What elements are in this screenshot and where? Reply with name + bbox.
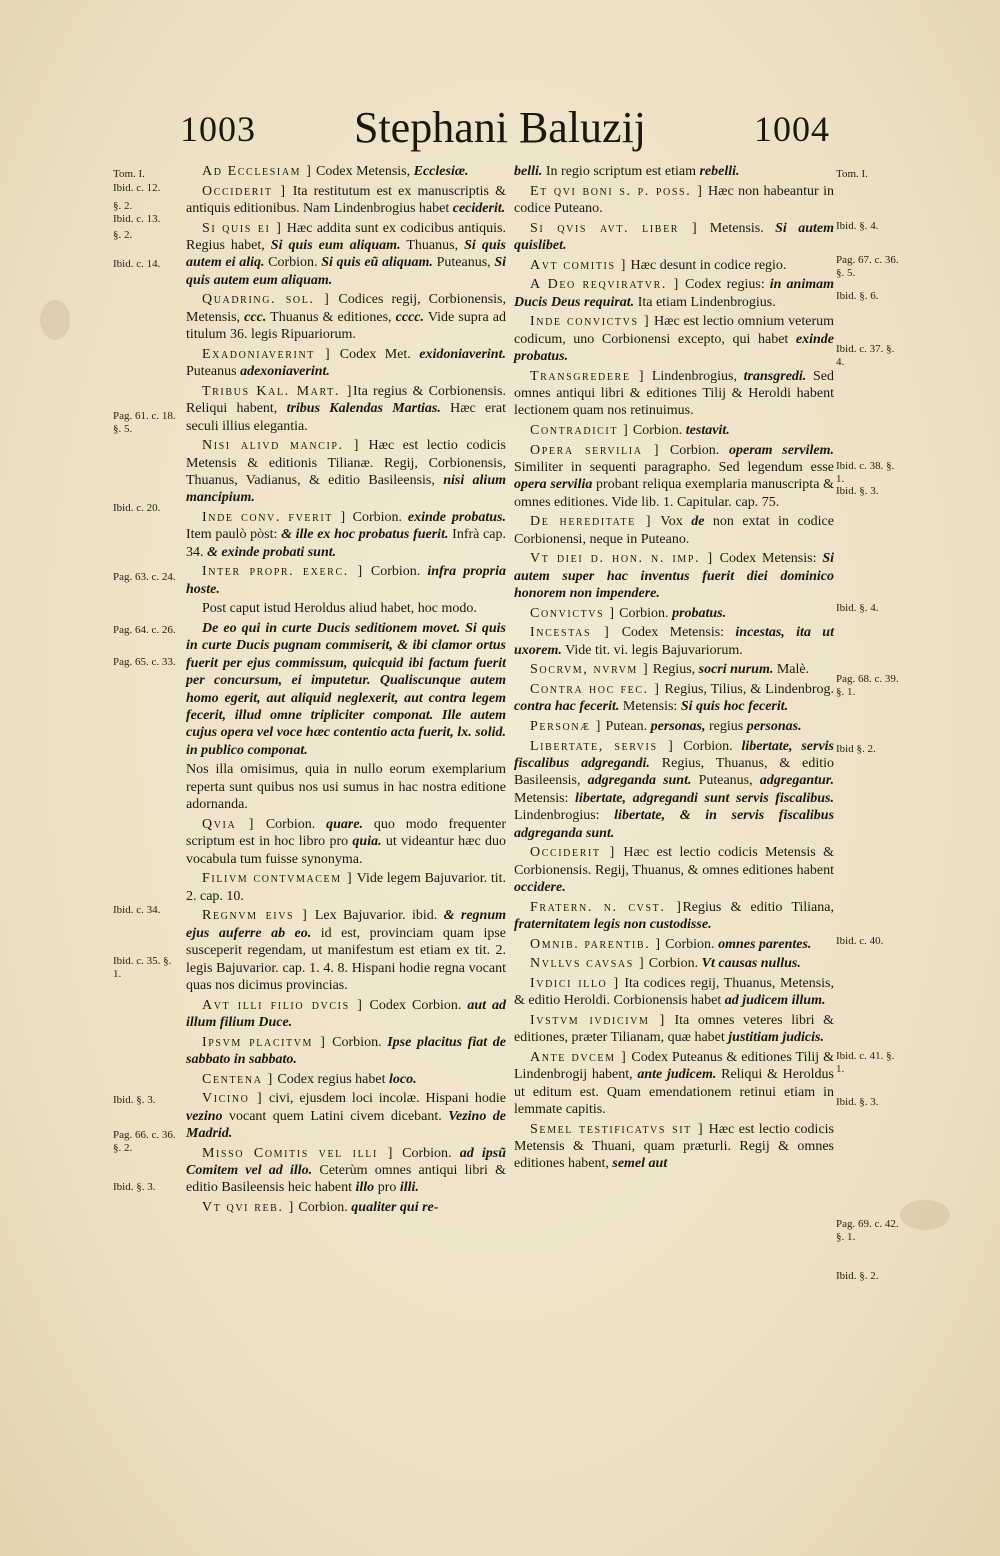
- lemma: Misso Comitis vel illi ]: [202, 1145, 394, 1161]
- italic-reading: & regnum ejus auferre ab eo.: [186, 908, 507, 941]
- margin-note: §. 2.: [113, 229, 133, 241]
- italic-reading: personas.: [746, 719, 802, 734]
- margin-note: Ibid. §. 4.: [836, 220, 879, 232]
- margin-note: §. 2.: [113, 200, 133, 212]
- italic-reading: probatus.: [672, 605, 727, 621]
- italic-reading: operam servilem.: [729, 442, 835, 458]
- margin-note: Ibid. c. 41. §. 1.: [836, 1050, 895, 1075]
- italic-reading: De eo qui in curte Ducis seditionem movet. Si quis in curte Ducis pugnam commiserit, & ibi clamor ortus fuerit per ejus commissum, quicquid ibi factum fuerit per concursum, ei imputetur. Qualiscunque autem homo egerit, aut aliquid neglexerit, aut contra legem fecerit, illud omne tripliciter componat. Ille autem cujus opera vel voce hæc contentio acta fuerit, lx. solid. in publico componat.: [186, 621, 506, 758]
- note-paragraph: [514, 313, 834, 365]
- margin-note: Pag. 64. c. 26.: [113, 624, 176, 636]
- note-paragraph: [514, 1012, 834, 1047]
- note-text: Thuanus & editiones,: [266, 309, 396, 325]
- note-text: Vox: [652, 514, 692, 530]
- lemma: Vicino ]: [202, 1091, 264, 1107]
- note-text: Hæc addita sunt ex codicibus antiquis. Regius habet,: [186, 220, 506, 253]
- note-text: Codex Metensis:: [610, 625, 736, 641]
- italic-reading: Si quis autem ei aliq.: [186, 238, 506, 271]
- running-title: Stephani Baluzij: [353, 103, 647, 152]
- margin-note: Tom. I.: [836, 168, 868, 180]
- note-paragraph: [514, 738, 834, 842]
- note-text: Corbion.: [346, 510, 408, 526]
- italic-reading: cccc.: [395, 309, 425, 325]
- note-paragraph: [514, 513, 834, 548]
- italic-reading: exidoniaverint.: [419, 346, 506, 362]
- margin-note: Ibid §. 2.: [836, 743, 876, 755]
- margin-note: Ibid. §. 3.: [113, 1094, 156, 1106]
- note-text: Nos illa omisimus, quia in nullo eorum exemplarium reperta sunt quibus nos usi sumus in hac nostra editione adornanda.: [186, 762, 506, 813]
- lemma: Occiderit ]: [202, 183, 287, 199]
- note-text: Corbion.: [660, 442, 730, 458]
- italic-reading: & ille ex hoc probatus fuerit.: [281, 527, 449, 543]
- note-paragraph: [186, 509, 506, 561]
- note-paragraph: [186, 620, 506, 759]
- lemma: Quadring. sol. ]: [202, 292, 331, 308]
- lemma: Contradicit ]: [530, 423, 630, 438]
- note-paragraph: [186, 1071, 506, 1088]
- lemma: Ad Ecclesiam ]: [202, 164, 313, 179]
- note-text: Hæc est lectio codicis Metensis & Thuani, quam præturli. Regij & omnes editiones habent,: [514, 1121, 834, 1172]
- note-paragraph: [186, 437, 506, 507]
- italic-reading: libertate, adgregandi sunt servis fiscalibus.: [575, 790, 834, 806]
- italic-reading: infra propria hoste.: [186, 564, 507, 597]
- note-text: Hæc est lectio omnium veterum codicum, uno Corbionensi excepto, qui habet: [514, 314, 834, 347]
- lemma: A Deo reqviratvr. ]: [530, 277, 680, 293]
- lemma: Centena ]: [202, 1071, 274, 1087]
- note-text: Lindenbrogius,: [645, 368, 744, 384]
- note-paragraph: [514, 1121, 834, 1173]
- italic-reading: ad ipsũ Comitem vel ad illo.: [186, 1145, 506, 1178]
- margin-note: Pag. 66. c. 36. §. 2.: [113, 1129, 176, 1154]
- note-text: Corbion.: [645, 956, 702, 972]
- italic-reading: adgreganda sunt.: [587, 773, 692, 789]
- lemma: Inde conv. fverit ]: [202, 510, 347, 526]
- note-text: Hæc erat seculi illius elegantia.: [186, 401, 506, 434]
- margin-note: Ibid. c. 20.: [113, 502, 161, 514]
- note-text: Post caput istud Heroldus aliud habet, hoc modo.: [202, 601, 477, 617]
- italic-reading: testavit.: [685, 423, 730, 438]
- italic-reading: Si quis hoc fecerit.: [680, 699, 789, 715]
- note-text: Item paulò pòst:: [186, 527, 282, 543]
- margin-note: Ibid. c. 34.: [113, 904, 161, 916]
- note-text: Codex regius:: [679, 277, 770, 293]
- note-text: pro: [374, 1180, 400, 1196]
- note-paragraph: [514, 442, 834, 512]
- lemma: Opera servilia ]: [530, 442, 661, 458]
- margin-note: Ibid. c. 35. §. 1.: [113, 955, 172, 980]
- lemma: De hereditate ]: [530, 514, 653, 530]
- note-paragraph: [186, 907, 506, 994]
- note-text: Corbion.: [661, 936, 719, 952]
- note-text: Ita etiam Lindenbrogius.: [634, 294, 776, 310]
- margin-note: Ibid. §. 3.: [836, 1096, 879, 1108]
- note-paragraph: [186, 1034, 506, 1069]
- margin-note: Ibid. c. 14.: [113, 258, 161, 270]
- margin-note: Ibid. §. 6.: [836, 290, 879, 302]
- lemma: Qvia ]: [202, 816, 255, 832]
- lemma: Tribus Kal. Mart. ]: [202, 383, 354, 399]
- note-text: Ita regius & Corbionensis. Reliqui habent,: [186, 383, 506, 417]
- paper-stain: [900, 1200, 950, 1230]
- note-paragraph: [186, 563, 506, 598]
- italic-reading: Ecclesiæ.: [413, 164, 469, 179]
- margin-note: Ibid. §. 4.: [836, 602, 879, 614]
- lemma: Avt comitis ]: [530, 257, 628, 273]
- note-text: Puteanus,: [691, 773, 760, 789]
- italic-reading: vezino: [186, 1108, 223, 1124]
- italic-reading: quare.: [326, 816, 364, 832]
- lemma: Omnib. parentib. ]: [530, 936, 662, 952]
- margin-note: Ibid. c. 37. §. 4.: [836, 343, 895, 368]
- note-text: Hæc desunt in codice regio.: [627, 257, 787, 273]
- note-text: Lindenbrogius:: [514, 808, 615, 824]
- note-paragraph: [514, 163, 834, 180]
- italic-reading: in animam Ducis Deus requirat.: [514, 277, 835, 310]
- italic-reading: Si quis eum aliquam.: [270, 238, 401, 253]
- note-text: Corbion.: [264, 255, 322, 271]
- note-paragraph: [514, 661, 834, 678]
- note-paragraph: [186, 220, 506, 290]
- note-text: Infrà cap. 34.: [186, 527, 506, 560]
- italic-reading: libertate, servis fiscalibus adgregandi.: [514, 738, 834, 771]
- note-text: Hæc est lectio codicis Metensis & Corbionensis. Regij, Thuanus, & omnes editiones habent: [514, 845, 834, 878]
- italic-reading: adgregantur.: [759, 773, 834, 789]
- italic-reading: qualiter qui re-: [351, 1199, 439, 1215]
- lemma: Socrvm, nvrvm ]: [530, 662, 650, 678]
- lemma: Convictvs ]: [530, 605, 616, 621]
- margin-note: Tom. I.: [113, 168, 145, 180]
- note-paragraph: [186, 183, 506, 218]
- italic-reading: omnes parentes.: [718, 936, 812, 952]
- note-text: Codex Met.: [331, 346, 420, 362]
- italic-reading: libertate, & in servis fiscalibus adgreganda sunt.: [514, 808, 835, 841]
- italic-reading: quia.: [352, 834, 382, 850]
- italic-reading: Ipse placitus fiat de sabbato in sabbato.: [186, 1034, 507, 1067]
- note-text: Corbion.: [255, 816, 327, 832]
- note-text: id est, provinciam quam ipse susceperit regendam, ut manifestum est etiam ex tit. 2. legis Bajuvarior. cap. 1. 4. 8. Hispani hodie regna vocant quas nos dicimus provincias.: [186, 925, 507, 993]
- note-text: Vide legem Bajuvarior. tit. 2. cap. 10.: [186, 871, 506, 904]
- margin-note: Ibid. §. 3.: [836, 485, 879, 497]
- note-paragraph: [186, 383, 506, 435]
- note-text: In regio scriptum est etiam: [542, 164, 700, 179]
- italic-reading: nisi alium mancipium.: [186, 473, 506, 506]
- lemma: Vt diei d. hon. n. imp. ]: [530, 551, 714, 567]
- note-paragraph: [514, 257, 834, 274]
- note-text: Ita codices regij, Thuanus, Metensis, & editio Heroldi. Corbionensis habet: [514, 975, 835, 1009]
- note-paragraph: [514, 368, 834, 420]
- note-text: Ita restitutum est ex manuscriptis & antiquis editionibus. Nam Lindenbrogius habet: [186, 183, 506, 216]
- italic-reading: incestas, ita ut uxorem.: [514, 625, 834, 658]
- note-text: Putean.: [602, 719, 651, 734]
- margin-note: Pag. 68. c. 39. §. 1.: [836, 673, 899, 698]
- italic-reading: contra hac fecerit.: [514, 699, 620, 715]
- note-text: Regius, Thuanus, & editio Basileensis,: [514, 756, 834, 789]
- italic-reading: de: [691, 514, 705, 530]
- note-paragraph: [514, 844, 834, 896]
- italic-reading: justitiam judicis.: [728, 1030, 824, 1046]
- note-text: Thuanus,: [400, 238, 465, 253]
- note-text: Metensis:: [514, 790, 576, 806]
- note-text: Metensis:: [619, 699, 681, 715]
- lemma: Ivstvm ivdicivm ]: [530, 1012, 666, 1028]
- note-text: non extat in codice Corbionensi, neque in Puteano.: [514, 514, 834, 547]
- lemma: Fratern. n. cvst. ]: [530, 899, 683, 915]
- note-text: Metensis.: [698, 220, 776, 236]
- note-paragraph: [186, 1145, 506, 1197]
- note-text: Corbion.: [363, 564, 428, 580]
- lemma: Personæ ]: [530, 719, 603, 734]
- note-paragraph: [514, 975, 834, 1010]
- page-number-left: 1003: [180, 109, 256, 149]
- italic-reading: illo: [355, 1180, 375, 1196]
- italic-reading: fraternitatem legis non custodisse.: [514, 917, 712, 933]
- note-text: Ita omnes veteres libri & editiones, præter Tilianam, quæ habet: [514, 1012, 835, 1046]
- italic-reading: ceciderit.: [452, 201, 506, 216]
- note-text: Codex Puteanus & editiones Tilij & Lindenbrogij habent,: [514, 1049, 834, 1083]
- note-text: Regius, Tilius, & Lindenbrog.: [660, 682, 834, 697]
- note-text: quo modo frequenter scriptum est in hoc libro pro: [186, 816, 506, 850]
- note-paragraph: [186, 163, 506, 180]
- italic-reading: tribus Kalendas Martias.: [286, 401, 441, 417]
- lemma: Vt qvi reb. ]: [202, 1199, 295, 1215]
- lemma: Semel testificatvs sit ]: [530, 1121, 705, 1137]
- note-paragraph: [514, 718, 834, 735]
- margin-note: Pag. 65. c. 33.: [113, 656, 176, 668]
- note-paragraph: [514, 1049, 834, 1119]
- italic-reading: Si autem super hac inventus fuerit diei dominico honorem non impendere.: [514, 551, 834, 602]
- italic-reading: Si quis autem eum aliquam.: [186, 255, 506, 288]
- italic-reading: socri nurum.: [698, 662, 774, 678]
- margin-note: Pag. 61. c. 18. §. 5.: [113, 410, 176, 435]
- note-text: Corbion.: [393, 1145, 460, 1161]
- lemma: Ipsvm placitvm ]: [202, 1034, 327, 1050]
- italic-reading: ante judicem.: [637, 1067, 717, 1083]
- note-text: Malè.: [773, 662, 810, 678]
- note-text: Reliqui & Heroldus ut editum est. Quam emendationem retinui etiam in lemmate capitis.: [514, 1067, 834, 1118]
- note-text: Hæc non habeantur in codice Puteano.: [514, 183, 834, 216]
- note-text: Regius & editio Tiliana,: [682, 899, 834, 915]
- note-text: Regius,: [649, 662, 699, 678]
- note-text: probant reliqua exemplaria manuscripta & omnes editiones. Vide lib. 1. Capitular. cap. 75.: [514, 477, 834, 510]
- note-text: Codex Metensis:: [713, 551, 823, 567]
- margin-note: Ibid. c. 13.: [113, 213, 161, 225]
- lemma: Nisi alivd mancip. ]: [202, 438, 361, 454]
- lemma: Inter propr. exerc. ]: [202, 564, 364, 580]
- italic-reading: occidere.: [514, 880, 566, 896]
- note-paragraph: [186, 997, 506, 1032]
- note-paragraph: [186, 816, 506, 868]
- note-text: Corbion.: [294, 1199, 352, 1215]
- italic-reading: exinde probatus.: [407, 510, 506, 526]
- running-header: [170, 102, 830, 158]
- lemma: Avt illi filio dvcis ]: [202, 997, 364, 1013]
- lemma: Filivm contvmacem ]: [202, 871, 354, 887]
- note-text: vocant quem Latini civem dicebant.: [222, 1108, 449, 1124]
- italic-reading: exinde probatus.: [514, 331, 834, 364]
- left-text-column: [186, 163, 506, 1219]
- note-paragraph: [186, 870, 506, 905]
- note-text: Ceterùm omnes antiqui libri & editio Basileensis heic habent: [186, 1162, 506, 1196]
- note-paragraph: [514, 220, 834, 255]
- italic-reading: ccc.: [244, 309, 267, 325]
- note-paragraph: [514, 899, 834, 934]
- lemma: Et qvi boni s. p. poss. ]: [530, 183, 704, 199]
- note-text: Codex regius habet: [273, 1071, 389, 1087]
- note-text: Similiter in sequenti paragrapho. Sed legendum esse: [514, 460, 834, 475]
- lemma: Inde convictvs ]: [530, 314, 651, 330]
- note-paragraph: [514, 681, 834, 716]
- note-text: ut videantur hæc duo vocabula tum fuisse synonyma.: [186, 834, 506, 867]
- note-paragraph: [514, 955, 834, 972]
- note-paragraph: [186, 1090, 506, 1142]
- note-text: Vide supra ad titulum 36. legis Ripuariorum.: [186, 309, 506, 343]
- italic-reading: Si autem quislibet.: [514, 220, 834, 253]
- italic-reading: Vt causas nullus.: [701, 956, 801, 972]
- note-text: regius: [705, 719, 747, 734]
- lemma: Ante dvcem ]: [530, 1049, 628, 1065]
- note-text: Corbion.: [615, 605, 673, 621]
- note-text: Sed omnes antiqui libri & editiones Tilij & Heroldi habent lectionem quam nos retinuimus.: [514, 368, 834, 419]
- italic-reading: Vezino de Madrid.: [186, 1108, 507, 1141]
- paper-stain: [40, 300, 70, 340]
- note-text: Vide tit. vi. legis Bajuvariorum.: [561, 642, 743, 658]
- right-text-column: [514, 163, 834, 1175]
- margin-note: Pag. 67. c. 36. §. 5.: [836, 254, 899, 279]
- lemma: Libertate, servis ]: [530, 738, 675, 754]
- note-text: Codex Metensis,: [312, 164, 414, 179]
- italic-reading: & exinde probati sunt.: [207, 544, 337, 560]
- note-paragraph: [186, 291, 506, 343]
- margin-note: Ibid. c. 38. §. 1.: [836, 460, 895, 485]
- italic-reading: illi.: [399, 1180, 419, 1196]
- note-paragraph: [186, 1199, 506, 1216]
- note-text: civi, ejusdem loci incolæ. Hispani hodie: [263, 1091, 506, 1107]
- note-paragraph: [514, 550, 834, 602]
- italic-reading: adexoniaverint.: [240, 364, 330, 380]
- lemma: Exadoniaverint ]: [202, 346, 332, 362]
- note-text: Corbion.: [629, 423, 686, 438]
- note-paragraph: [186, 346, 506, 381]
- margin-note: Ibid. c. 40.: [836, 935, 884, 947]
- note-text: Corbion.: [326, 1034, 388, 1050]
- lemma: Occiderit ]: [530, 845, 616, 861]
- note-paragraph: [514, 422, 834, 439]
- margin-note: Ibid. §. 2.: [836, 1270, 879, 1282]
- italic-reading: ad judicem illum.: [724, 993, 826, 1009]
- note-text: Lex Bajuvarior. ibid.: [308, 908, 444, 924]
- note-text: Puteanus,: [432, 255, 495, 271]
- italic-reading: belli.: [514, 164, 543, 179]
- note-text: Codex Corbion.: [363, 997, 468, 1013]
- italic-reading: opera servilia: [514, 477, 593, 493]
- italic-reading: semel aut: [612, 1156, 668, 1172]
- margin-note: Pag. 63. c. 24.: [113, 571, 176, 583]
- lemma: Ivdici illo ]: [530, 975, 620, 991]
- lemma: Contra hoc fec. ]: [530, 682, 661, 697]
- lemma: Incestas ]: [530, 625, 611, 641]
- note-text: Corbion.: [674, 738, 742, 754]
- note-paragraph: [514, 605, 834, 622]
- page-number-right: 1004: [754, 109, 830, 149]
- note-paragraph: [186, 600, 506, 617]
- lemma: Si qvis avt. liber ]: [530, 220, 699, 236]
- margin-note: Pag. 69. c. 42. §. 1.: [836, 1218, 899, 1243]
- note-paragraph: [186, 761, 506, 813]
- lemma: Regnvm eivs ]: [202, 908, 309, 924]
- italic-reading: rebelli.: [699, 164, 740, 179]
- lemma: Transgredere ]: [530, 368, 646, 384]
- italic-reading: personas,: [650, 719, 706, 734]
- margin-note: Ibid. c. 12.: [113, 182, 161, 194]
- note-paragraph: [514, 183, 834, 218]
- italic-reading: Si quis eũ aliquam.: [321, 255, 433, 271]
- lemma: Nvllvs cavsas ]: [530, 956, 646, 972]
- italic-reading: aut ad illum filium Duce.: [186, 997, 506, 1030]
- italic-reading: transgredi.: [743, 368, 807, 384]
- note-text: Codices regij, Corbionensis, Metensis,: [186, 292, 507, 325]
- note-paragraph: [514, 276, 834, 311]
- note-paragraph: [514, 936, 834, 953]
- italic-reading: loco.: [388, 1071, 417, 1087]
- margin-note: Ibid. §. 3.: [113, 1181, 156, 1193]
- note-text: Hæc est lectio codicis Metensis & editionis Tilianæ. Regij, Corbionensis, Thuanus, Vadianus, & editio Basileensis,: [186, 438, 506, 489]
- lemma: Si quis ei ]: [202, 220, 283, 236]
- note-paragraph: [514, 624, 834, 659]
- note-text: Puteanus: [186, 364, 241, 380]
